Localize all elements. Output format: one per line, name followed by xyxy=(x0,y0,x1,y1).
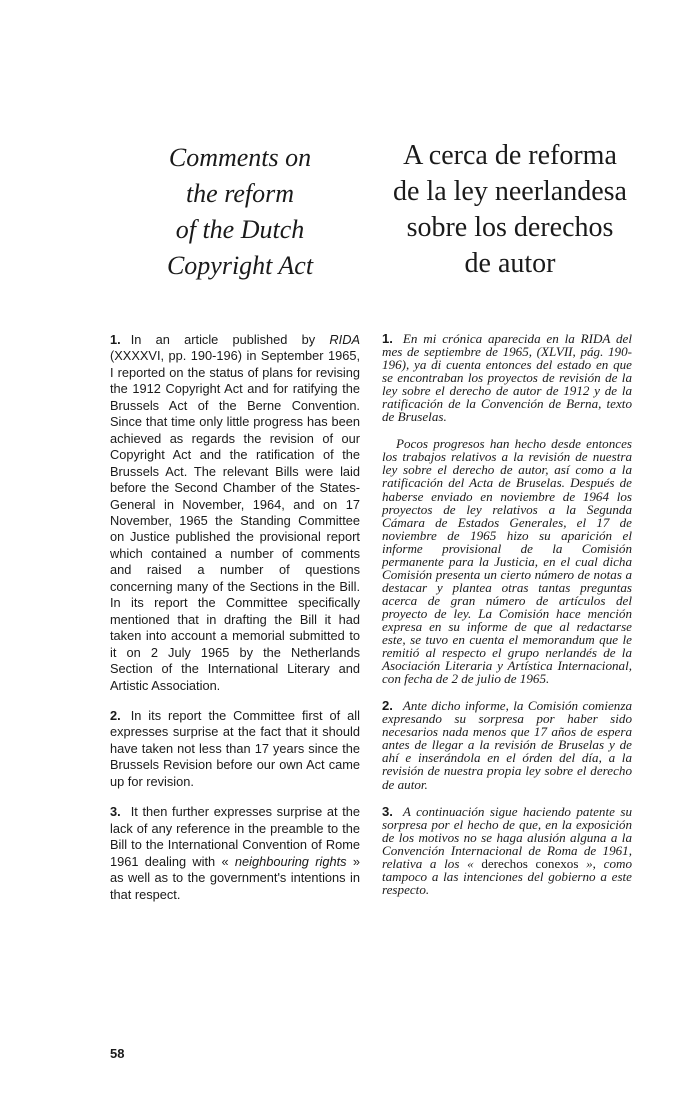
paragraph-text: It then further expresses surprise at the lack of any reference in the preamble to the Bill to the International Convention of Rome 1961 dealing with « xyxy=(110,804,360,869)
english-title-line-2: the reform xyxy=(185,179,295,208)
rida-italic: RIDA xyxy=(329,332,360,347)
paragraph-number: 2. xyxy=(110,707,121,723)
spanish-paragraph-2 xyxy=(382,699,632,790)
paragraph-text: » as well as to the government's intentions in that respect. xyxy=(110,853,360,902)
paragraph-number: 1. xyxy=(110,332,121,347)
page-number: 58 xyxy=(110,1046,125,1061)
spanish-paragraph-1b xyxy=(382,437,632,685)
english-title xyxy=(150,140,330,284)
english-title-line-4: Copyright Act xyxy=(166,251,314,280)
paragraph-number: 2. xyxy=(382,698,393,714)
paragraph-text: Ante dicho informe, la Comisión comienza expresando su sorpresa por haber sido necesarios nada menos que 17 años de espera antes de llegar a la revisión de Bruselas y de ahí e inserándola en el órden del día, a la revisión de nuestra propia ley sobre el derecho de autor. xyxy=(382,698,632,792)
paragraph-text: », como tampoco a las intenciones del gobierno a este respecto. xyxy=(382,855,632,897)
english-column xyxy=(110,332,360,917)
spanish-title-line-4: de autor xyxy=(464,248,556,279)
english-paragraph-3 xyxy=(110,804,360,903)
paragraph-text: A continuación sigue haciendo patente su sorpresa por el hecho de que, en la exposición de los motivos no se haga alusión alguna a la Convención Internacional de Roma de 1961, relativa a los « xyxy=(382,803,632,871)
spanish-title-line-3: sobre los derechos xyxy=(406,212,614,243)
paragraph-number: 1. xyxy=(382,331,393,346)
spanish-title xyxy=(375,138,645,282)
spanish-paragraph-3 xyxy=(382,805,632,896)
paragraph-text: Pocos progresos han hecho desde entonces los trabajos relativos a la revisión de nuestra ley sobre el derecho de autor, así como a la ratificación del Acta de Bruselas. Después de haberse enviado en noviembre de 1964 los proyectos de ley relativos a la Segunda Cámara de Estados Generales, el 17 de noviembre de 1965 hizo su aparición el informe provisional de la Comisión permanente para la Justicia, en el cual dicha Comisión presenta un cierto número de notas a destacar y plantea otras tantas preguntas acerca de gran número de artículos del proyecto de ley. La Comisión hace mención expresa en su informe de que al redactarse este, se tuvo en cuenta el memorandum que le remitió al respecto el grupo nerlandés de la Asociación Literaria y Artística Internacional, con fecha de 2 de julio de 1965. xyxy=(382,436,632,687)
neighbouring-rights-italic: neighbouring rights xyxy=(234,853,347,869)
paragraph-number: 3. xyxy=(110,804,121,820)
english-title-line-1: Comments on xyxy=(168,143,312,172)
paragraph-text: (XXXXVI, pp. 190-196) in September 1965, I reported on the status of plans for revising the 1912 Copyright Act and for ratifying the Brussels Act of the Berne Convention. Since that time only little progress has been achieved as regards the revision of our Copyright Act and the ratification of the Brussels Act. The relevant Bills were laid before the Second Chamber of the States-General in November, 1964, and on 17 November, 1965 the Standing Committee on Justice published the provisional report which contained a number of comments and raised a number of questions concerning many of the Sections in the Bill. In its report the Committee specifically mentioned that in drafting the Bill it had taken into account a memorial submitted to it on 2 July 1965 by the Netherlands Section of the International Literary and Artistic Association. xyxy=(110,348,360,693)
english-title-line-3: of the Dutch xyxy=(175,215,305,244)
spanish-paragraph-1 xyxy=(382,332,632,423)
paragraph-text: In an article published by xyxy=(130,332,330,347)
paragraph-text: In its report the Committee first of all expresses surprise at the fact that it should have taken not less than 17 years since the Brussels Revision before our own Act came up for revision. xyxy=(110,707,360,789)
spanish-title-line-2: de la ley neerlandesa xyxy=(393,176,627,207)
paragraph-text: En mi crónica aparecida en la RIDA del mes de septiembre de 1965, (XLVII, pág. 190-196), ya di cuenta entonces del estado en que se encontraban los proyectos de revisión de la ley sobre el derecho de autor de 1912 y de la ratificación de la Convención de Berna, texto de Bruselas. xyxy=(382,331,632,425)
derechos-conexos-roman: derechos conexos xyxy=(481,855,579,871)
english-paragraph-2 xyxy=(110,708,360,790)
spanish-column xyxy=(382,332,632,910)
spanish-title-line-1: A cerca de reforma xyxy=(403,140,617,171)
english-paragraph-1 xyxy=(110,332,360,694)
paragraph-number: 3. xyxy=(382,803,393,819)
